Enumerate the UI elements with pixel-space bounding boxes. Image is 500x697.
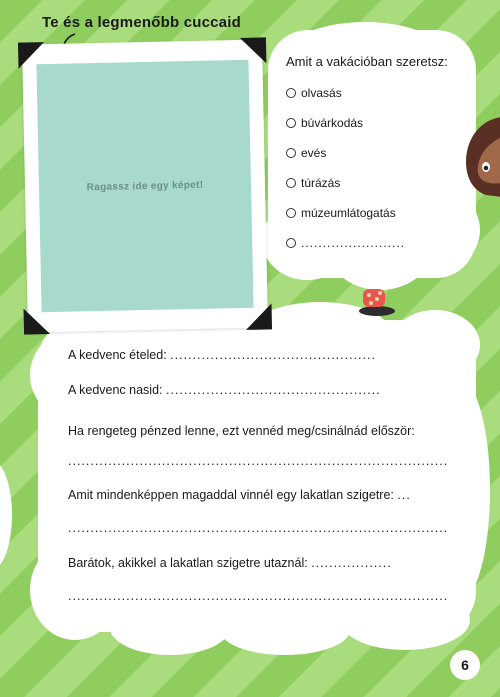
island-question-line[interactable] — [68, 488, 411, 502]
cloud-bump — [0, 460, 12, 570]
photo-placeholder-text: Ragassz ide egy képet! — [86, 179, 204, 193]
friends-answer-line[interactable] — [68, 589, 448, 603]
photo-corner-icon — [24, 308, 51, 335]
question-label: A kedvenc nasid: — [68, 383, 163, 397]
question-label: Amit mindenképpen magaddal vinnél egy lakatlan szigetre: — [68, 488, 394, 502]
radio-icon[interactable] — [286, 88, 296, 98]
character-illustration — [462, 117, 500, 197]
option-turazas[interactable] — [286, 176, 340, 190]
favorite-snack-line[interactable] — [68, 383, 381, 397]
photo-frame[interactable] — [22, 40, 268, 333]
fill-line[interactable]: ................................................ — [166, 383, 381, 397]
option-buvarkodas[interactable] — [286, 116, 363, 130]
fill-line[interactable]: ..................................................................................... — [68, 589, 449, 603]
money-question-line — [68, 424, 415, 438]
cloud-bump — [110, 600, 230, 655]
radio-icon[interactable] — [286, 208, 296, 218]
option-eves[interactable] — [286, 146, 326, 160]
option-other[interactable] — [286, 236, 405, 250]
radio-icon[interactable] — [286, 238, 296, 248]
question-label: Barátok, akikkel a lakatlan szigetre utaznál: — [68, 556, 308, 570]
radio-icon[interactable] — [286, 148, 296, 158]
cloud-bump — [290, 22, 440, 82]
fill-line[interactable]: ... — [397, 488, 411, 502]
option-label: búvárkodás — [301, 116, 364, 130]
fill-line[interactable]: .............................................. — [170, 348, 376, 362]
option-label: evés — [301, 146, 327, 160]
radio-icon[interactable] — [286, 178, 296, 188]
photo-corner-icon — [240, 37, 267, 64]
fill-line[interactable]: .................. — [311, 556, 392, 570]
option-olvasas[interactable] — [286, 86, 342, 100]
cloud-bump — [390, 310, 480, 380]
vacation-question: Amit a vakációban szeretsz: — [286, 54, 448, 69]
money-answer-line[interactable] — [68, 454, 448, 468]
page-number: 6 — [450, 650, 480, 680]
island-answer-line[interactable] — [68, 521, 448, 535]
option-label: túrázás — [301, 176, 341, 190]
question-label: Ha rengeteg pénzed lenne, ezt vennéd meg/csinálnád először: — [68, 424, 415, 438]
friends-question-line[interactable] — [68, 556, 392, 570]
cloud-bump — [430, 380, 490, 600]
fill-line[interactable]: ..................................................................................... — [68, 521, 449, 535]
favorite-food-line[interactable] — [68, 348, 376, 362]
photo-corner-icon — [245, 303, 272, 330]
option-label: olvasás — [301, 86, 342, 100]
question-label: A kedvenc ételed: — [68, 348, 167, 362]
radio-icon[interactable] — [286, 118, 296, 128]
photo-corner-icon — [18, 42, 45, 69]
cloud-bump — [30, 330, 120, 420]
option-fill-line: ........................ — [301, 236, 406, 250]
page-title: Te és a legmenőbb cuccaid — [42, 14, 241, 31]
toy-illustration — [357, 283, 397, 319]
option-muzeumlatogatas[interactable] — [286, 206, 396, 220]
photo-placeholder[interactable] — [36, 60, 253, 312]
cloud-bump — [400, 190, 480, 270]
option-label: múzeumlátogatás — [301, 206, 396, 220]
fill-line[interactable]: ..................................................................................... — [68, 454, 449, 468]
cloud-bump — [220, 605, 350, 655]
